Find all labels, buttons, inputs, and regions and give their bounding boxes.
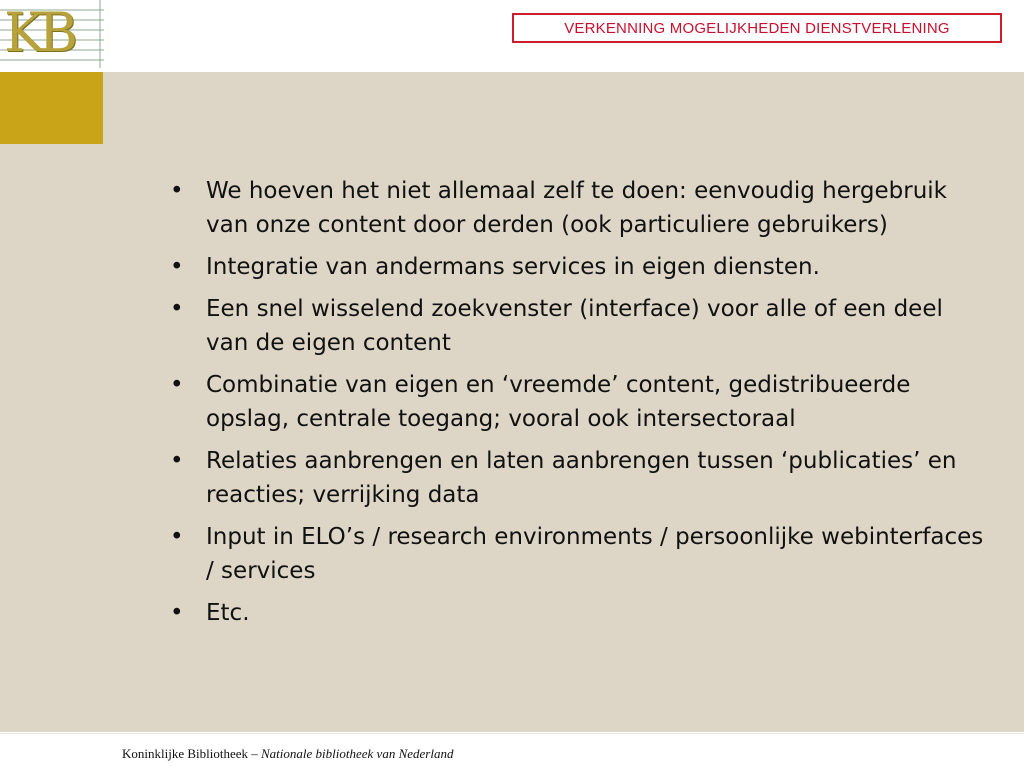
bullet-icon: • [170, 600, 184, 626]
kb-logo [0, 0, 104, 68]
bullet-item [166, 292, 986, 360]
bullet-icon: • [170, 448, 184, 474]
bullet-list [166, 174, 986, 638]
bullet-item [166, 368, 986, 436]
bullet-icon: • [170, 178, 184, 204]
bullet-item [166, 174, 986, 242]
bullet-item [166, 520, 986, 588]
bullet-text: Etc. [206, 600, 250, 626]
bullet-text: Relaties aanbrengen en laten aanbrengen tussen ‘publicaties’ en reacties; verrijking data [206, 448, 957, 508]
slide-title: VERKENNING MOGELIJKHEDEN DIENSTVERLENING [564, 19, 950, 37]
bullet-text: Combinatie van eigen en ‘vreemde’ content, gedistribueerde opslag, centrale toegang; vooral ook intersectoraal [206, 372, 911, 432]
bullet-icon: • [170, 524, 184, 550]
footer-tagline: Nationale bibliotheek van Nederland [261, 746, 454, 761]
bullet-icon: • [170, 254, 184, 280]
bullet-item [166, 444, 986, 512]
bullet-text: We hoeven het niet allemaal zelf te doen: eenvoudig hergebruik van onze content door derden (ook particuliere gebruikers) [206, 178, 947, 238]
gold-accent-block [0, 72, 103, 144]
bullet-item [166, 250, 986, 284]
logo-lettering: KB [4, 1, 73, 64]
bullet-icon: • [170, 372, 184, 398]
footer-org: Koninklijke Bibliotheek – [122, 746, 262, 761]
bullet-icon: • [170, 296, 184, 322]
bullet-item [166, 596, 986, 630]
footer-caption [122, 746, 453, 762]
header-bar [0, 0, 1024, 72]
bullet-text: Een snel wisselend zoekvenster (interface) voor alle of een deel van de eigen content [206, 296, 943, 356]
bullet-text: Integratie van andermans services in eigen diensten. [206, 254, 820, 280]
bullet-text: Input in ELO’s / research environments / persoonlijke webinterfaces / services [206, 524, 984, 584]
slide-title-box [512, 13, 1002, 43]
footer-divider [0, 733, 1024, 734]
